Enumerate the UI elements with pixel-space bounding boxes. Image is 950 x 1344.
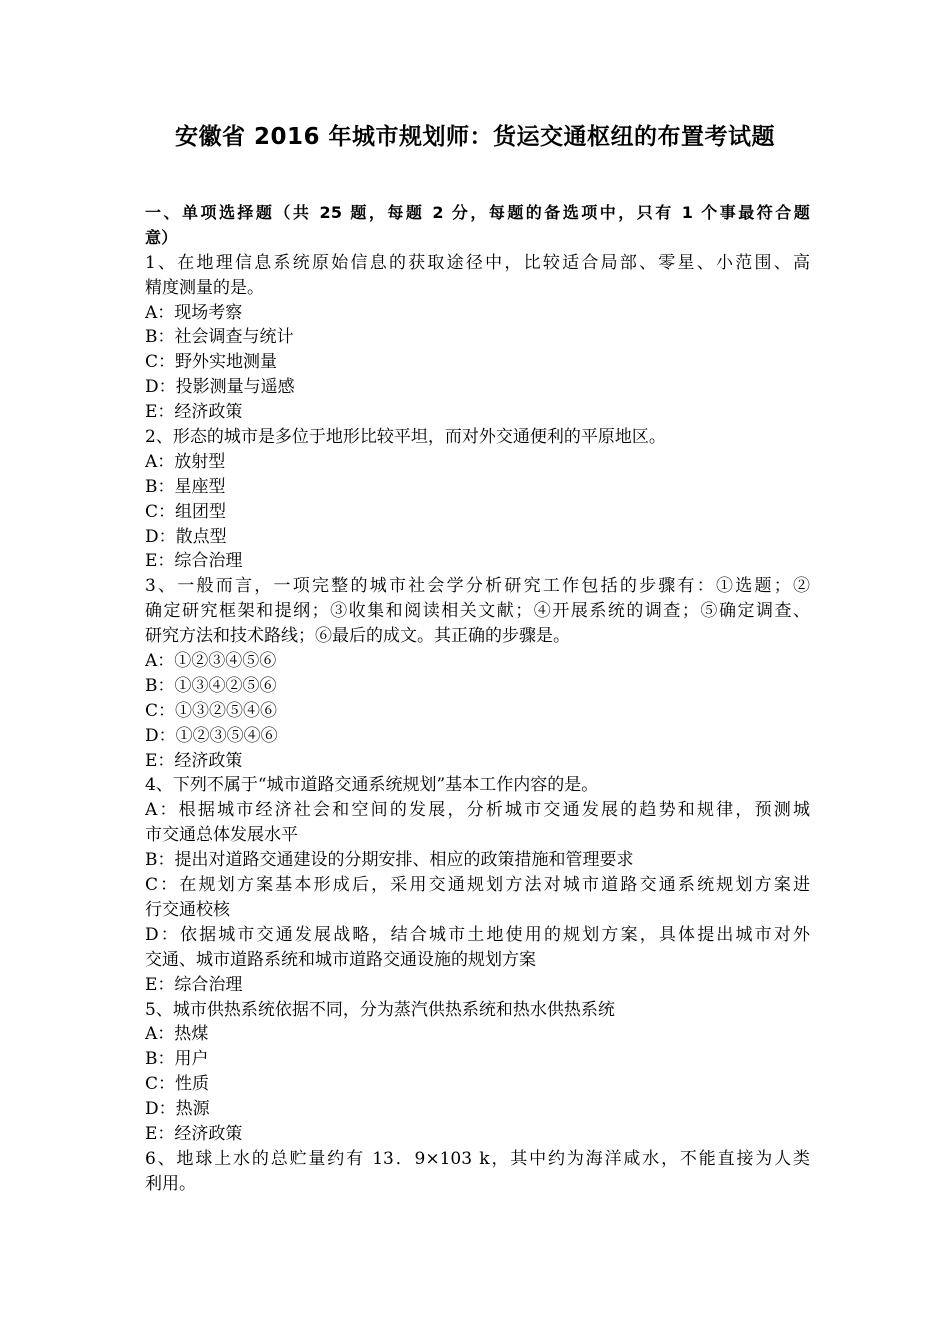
- answer-option: D：投影测量与遥感: [145, 377, 295, 398]
- answer-option: A：放射型: [145, 451, 226, 472]
- answer-option-continued: 市交通总体发展水平: [145, 825, 298, 846]
- answer-option: E：经济政策: [145, 1123, 243, 1144]
- answer-option: B：星座型: [145, 476, 226, 497]
- question-2: [145, 425, 810, 574]
- question-stem: 确定研究框架和提纲；③收集和阅读相关文献；④开展系统的调查；⑤确定调查、: [145, 601, 810, 622]
- question-stem: 6、地球上水的总贮量约有 13．9×103 k，其中约为海洋咸水，不能直接为人类: [145, 1148, 810, 1169]
- answer-option: B：社会调查与统计: [145, 327, 294, 348]
- answer-option: C：①③②⑤④⑥: [145, 700, 278, 721]
- question-stem: 5、城市供热系统依据不同，分为蒸汽供热系统和热水供热系统: [145, 999, 615, 1020]
- answer-option: E：经济政策: [145, 402, 243, 423]
- question-1: [145, 251, 810, 425]
- question-5: [145, 998, 810, 1147]
- document-body: [145, 201, 810, 1197]
- answer-option-continued: 行交通校核: [145, 899, 230, 920]
- answer-option: E：经济政策: [145, 750, 243, 771]
- answer-option: A：根据城市经济社会和空间的发展，分析城市交通发展的趋势和规律，预测城: [145, 800, 810, 821]
- answer-option: C：性质: [145, 1074, 210, 1095]
- answer-option: C：组团型: [145, 501, 227, 522]
- document-title: 安徽省 2016 年城市规划师：货运交通枢纽的布置考试题: [174, 124, 776, 150]
- question-stem: 4、下列不属于“城市道路交通系统规划”基本工作内容的是。: [145, 775, 599, 796]
- answer-option: E：综合治理: [145, 974, 243, 995]
- answer-option: A：①②③④⑤⑥: [145, 651, 277, 672]
- answer-option: A：现场考察: [145, 302, 243, 323]
- section-heading: 一、单项选择题（共 25 题，每题 2 分，每题的备选项中，只有 1 个事最符合题: [145, 203, 810, 222]
- answer-option: B：①③④②⑤⑥: [145, 675, 277, 696]
- question-stem: 利用。: [145, 1173, 196, 1194]
- answer-option: E：综合治理: [145, 551, 243, 572]
- question-stem: 精度测量的是。: [145, 277, 264, 298]
- section-heading-continued: 意）: [145, 227, 178, 247]
- question-stem: 3、一般而言，一项完整的城市社会学分析研究工作包括的步骤有：①选题；②: [145, 576, 810, 597]
- answer-option: D：①②③⑤④⑥: [145, 725, 278, 746]
- question-stem: 2、形态的城市是多位于地形比较平坦，而对外交通便利的平原地区。: [145, 427, 666, 448]
- answer-option: A：热煤: [145, 1024, 209, 1045]
- question-stem: 研究方法和技术路线；⑥最后的成文。其正确的步骤是。: [145, 626, 570, 647]
- question-6: [145, 1147, 810, 1197]
- answer-option: D：依据城市交通发展战略，结合城市土地使用的规划方案，具体提出城市对外: [145, 924, 810, 945]
- answer-option: B：提出对道路交通建设的分期安排、相应的政策措施和管理要求: [145, 850, 634, 871]
- answer-option: B：用户: [145, 1049, 209, 1070]
- question-3: [145, 574, 810, 773]
- question-stem: 1、在地理信息系统原始信息的获取途径中，比较适合局部、零星、小范围、高: [145, 252, 810, 273]
- question-4: [145, 773, 810, 997]
- answer-option-continued: 交通、城市道路系统和城市道路交通设施的规划方案: [145, 949, 536, 970]
- answer-option: D：散点型: [145, 526, 227, 547]
- answer-option: C：野外实地测量: [145, 352, 278, 373]
- answer-option: C：在规划方案基本形成后，采用交通规划方法对城市道路交通系统规划方案进: [145, 875, 810, 896]
- answer-option: D：热源: [145, 1099, 210, 1120]
